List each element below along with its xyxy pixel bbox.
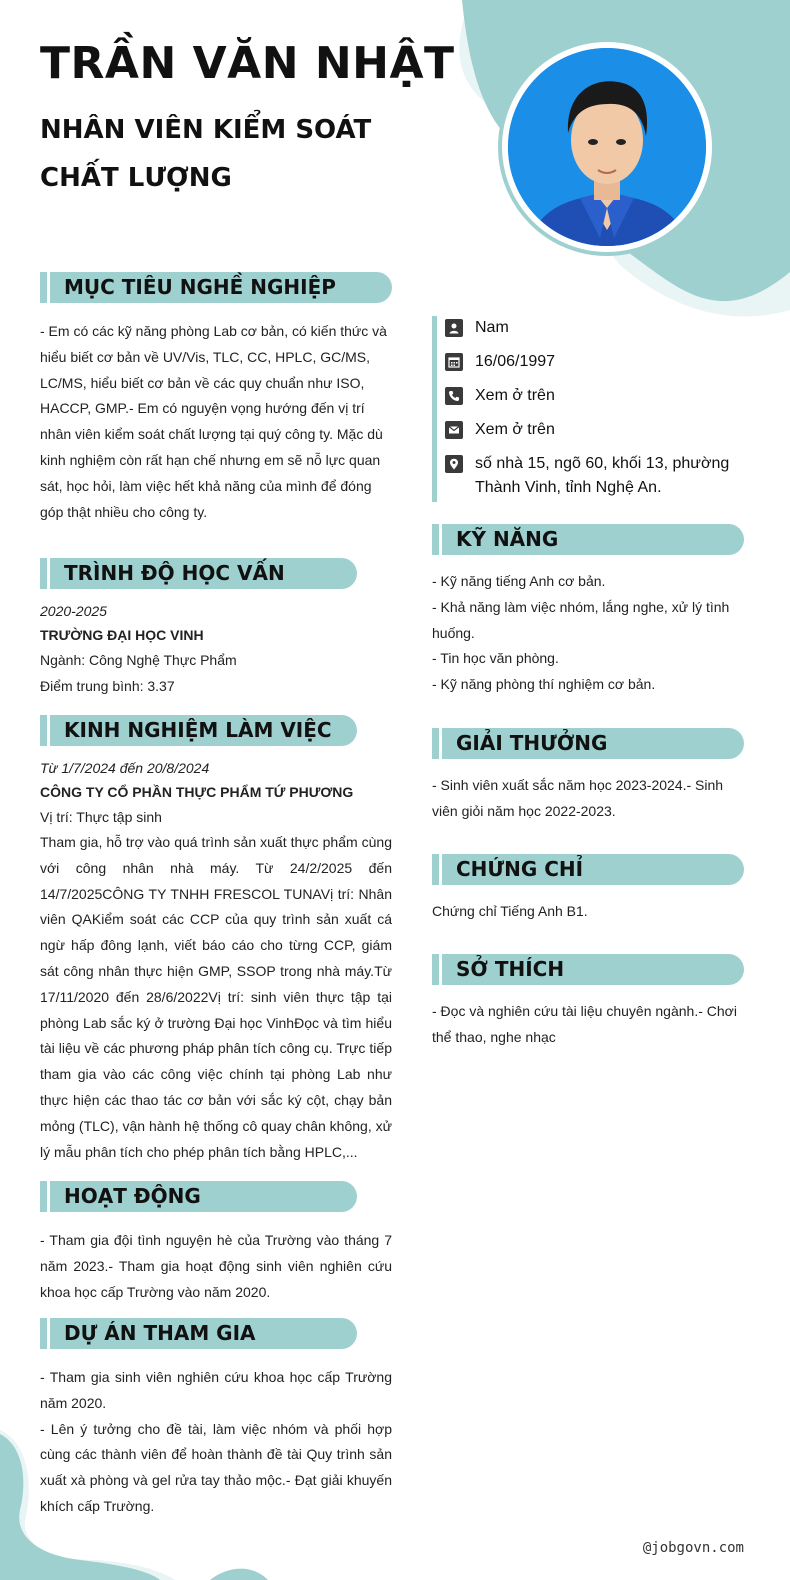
certificates-heading: CHỨNG CHỈ	[432, 854, 744, 885]
skill-item: - Kỹ năng tiếng Anh cơ bản.	[432, 573, 606, 589]
projects-line-2: - Lên ý tưởng cho đề tài, làm việc nhóm và phối hợp cùng các thành viên để hoàn thành đề tài Quy trình sản xuất xà phòng và gel rửa tay thảo mộc.- Đạt giải khuyến khích cấp Trường.	[40, 1420, 392, 1514]
education-school: TRƯỜNG ĐẠI HỌC VINH	[40, 627, 204, 643]
activities-text: - Tham gia đội tình nguyện hè của Trường vào tháng 7 năm 2023.- Tham gia hoạt động sinh viên nghiên cứu khoa học cấp Trường vào năm 2020.	[40, 1232, 392, 1300]
candidate-name: TRẦN VĂN NHẬT	[40, 38, 455, 89]
experience-section	[40, 715, 392, 1165]
calendar-icon	[445, 353, 463, 371]
skill-item: - Kỹ năng phòng thí nghiệm cơ bản.	[432, 676, 656, 693]
experience-period: Từ 1/7/2024 đến 20/8/2024	[40, 760, 210, 776]
info-dob	[445, 350, 752, 374]
info-gender	[445, 316, 752, 340]
experience-company: CÔNG TY CỔ PHẦN THỰC PHẨM TỨ PHƯƠNG	[40, 784, 354, 800]
hobbies-section	[432, 954, 744, 1051]
email-text: Xem ở trên	[475, 421, 555, 438]
address-text: số nhà 15, ngõ 60, khối 13, phường Thành Vinh, tỉnh Nghệ An.	[475, 455, 730, 496]
education-gpa: Điểm trung bình: 3.37	[40, 678, 175, 694]
skill-item: - Khả năng làm việc nhóm, lắng nghe, xử lý tình huống.	[432, 598, 730, 641]
activities-section	[40, 1181, 392, 1305]
info-address	[445, 452, 752, 500]
user-icon	[445, 319, 463, 337]
skills-heading: KỸ NĂNG	[432, 524, 744, 555]
awards-heading: GIẢI THƯỞNG	[432, 728, 744, 759]
info-phone	[445, 384, 752, 408]
job-title	[40, 106, 400, 202]
objective-text: - Em có các kỹ năng phòng Lab cơ bản, có kiến thức và hiểu biết cơ bản về UV/Vis, TLC, CC, HPLC, GC/MS, LC/MS, hiểu biết cơ bản về các quy chuẩn như ISO, HACCP, GMP.- Em có nguyện vọng hướng đến vị trí nhân viên kiểm soát chất lượng tại quý công ty. Mặc dù kinh nghiệm còn rất hạn chế nhưng em sẽ nỗ lực quan sát, học hỏi, làm việc hết khả năng của mình để đóng góp thật nhiều cho công ty.	[40, 323, 387, 520]
location-icon	[445, 455, 463, 473]
skill-item: - Tin học văn phòng.	[432, 650, 559, 667]
hobbies-text: - Đọc và nghiên cứu tài liệu chuyên ngành.- Chơi thể thao, nghe nhạc	[432, 1003, 737, 1045]
objective-section	[40, 272, 392, 525]
skills-section	[432, 524, 744, 698]
experience-position: Vị trí: Thực tập sinh	[40, 809, 162, 825]
experience-description: Tham gia, hỗ trợ vào quá trình sản xuất thực phẩm cùng với công nhân nhà máy. Từ 24/2/2025 đến 14/7/2025CÔNG TY TNHH FRESCOL TUNAVị trí: Nhân viên QAKiểm soát các CCP của quy trình sản xuất cá ngừ hấp đông lạnh, viết báo cáo cho từng CCP, giám sát công nhân thực hiện GMP, SSOP trong nhà máy.Từ 17/11/2020 đến 28/6/2022Vị trí: sinh viên thực tập tại phòng Lab sắc ký ở trường Đại học VinhĐọc và tìm hiểu tài liệu về các phương pháp phân tích công cụ. Trực tiếp tham gia vào các công việc chính tại phòng Lab như thực hiện các thao tác cơ bản với sắc ký cột, chạy bản mỏng (TLC), vận hành hệ thống cô quay chân không, xử lý mẫu phân tích cho phép phân tích bằng HPLC,...	[40, 834, 392, 1160]
info-email	[445, 418, 752, 442]
awards-text: - Sinh viên xuất sắc năm học 2023-2024.- Sinh viên giỏi năm học 2022-2023.	[432, 777, 724, 819]
experience-heading: KINH NGHIỆM LÀM VIỆC	[40, 715, 357, 746]
profile-photo	[508, 48, 706, 246]
avatar	[498, 38, 716, 256]
education-major: Ngành: Công Nghệ Thực Phẩm	[40, 652, 237, 668]
hobbies-heading: SỞ THÍCH	[432, 954, 744, 985]
awards-section	[432, 728, 744, 825]
phone-text: Xem ở trên	[475, 387, 555, 404]
job-title-line-1: NHÂN VIÊN KIỂM SOÁT	[40, 115, 372, 145]
objective-heading: MỤC TIÊU NGHỀ NGHIỆP	[40, 272, 392, 303]
gender-text: Nam	[475, 319, 509, 336]
footer-watermark: @jobgovn.com	[642, 1540, 744, 1556]
personal-info	[432, 316, 752, 502]
projects-line-1: - Tham gia sinh viên nghiên cứu khoa học cấp Trường năm 2020.	[40, 1369, 392, 1411]
education-heading: TRÌNH ĐỘ HỌC VẤN	[40, 558, 357, 589]
mail-icon	[445, 421, 463, 439]
activities-heading: HOẠT ĐỘNG	[40, 1181, 357, 1212]
education-section	[40, 558, 392, 699]
job-title-line-2: CHẤT LƯỢNG	[40, 163, 232, 193]
dob-text: 16/06/1997	[475, 353, 556, 370]
skills-list	[432, 569, 744, 698]
projects-heading: DỰ ÁN THAM GIA	[40, 1318, 357, 1349]
certificates-section	[432, 854, 744, 925]
phone-icon	[445, 387, 463, 405]
projects-section	[40, 1318, 392, 1520]
certificates-text: Chứng chỉ Tiếng Anh B1.	[432, 903, 588, 919]
education-period: 2020-2025	[40, 603, 107, 619]
